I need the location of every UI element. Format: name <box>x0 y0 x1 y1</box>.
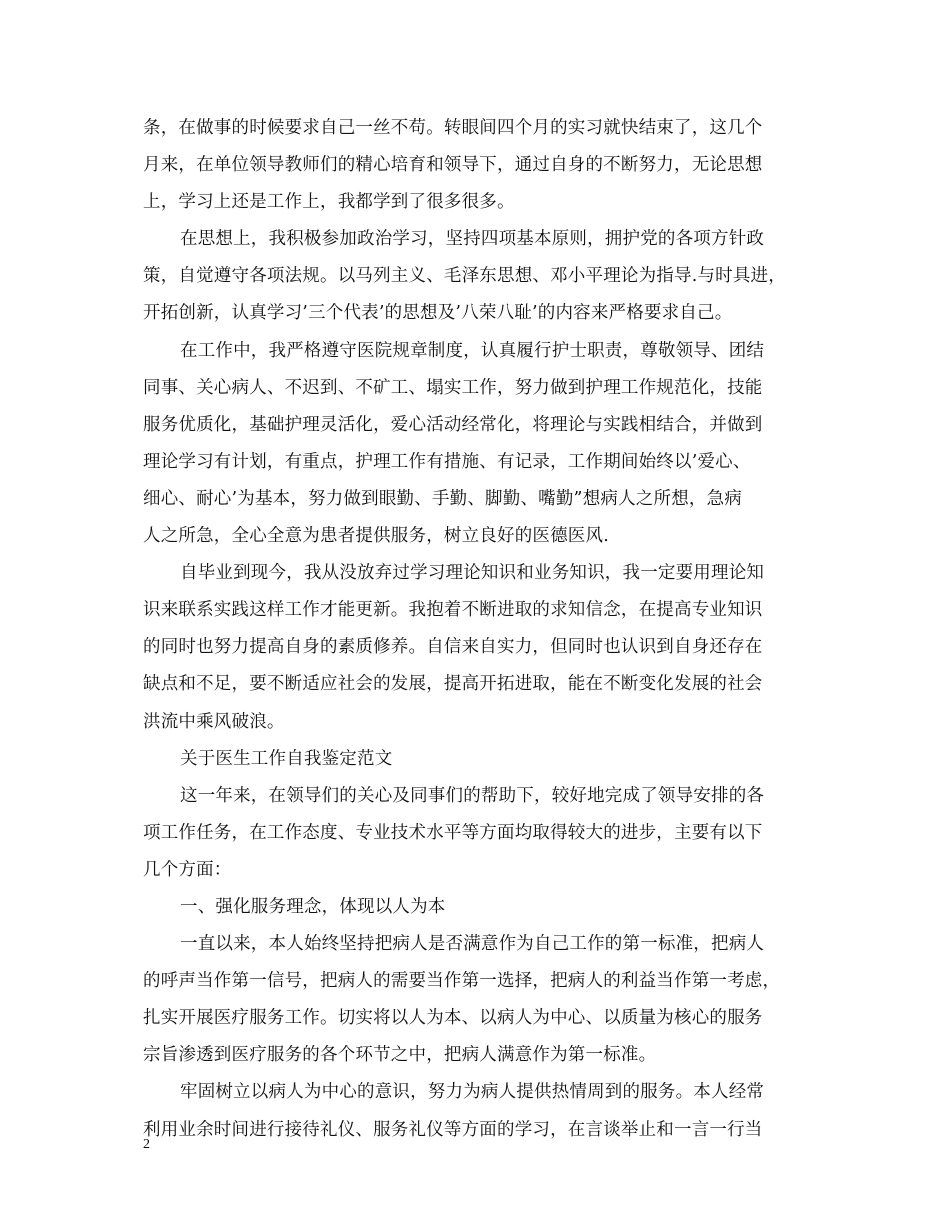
text-line: 的呼声当作第一信号，把病人的需要当作第一选择，把病人的利益当作第一考虑， <box>143 971 781 992</box>
section-title: 关于医生工作自我鉴定范文 <box>180 748 393 769</box>
text-line: 服务优质化，基础护理灵活化，爱心活动经常化，将理论与实践相结合，并做到 <box>143 414 763 435</box>
body-text <box>143 110 823 1149</box>
text-line: 上，学习上还是工作上，我都学到了很多很多。 <box>143 192 515 213</box>
paragraph-start-line: 在工作中，我严格遵守医院规章制度，认真履行护士职责，尊敬领导、团结 <box>180 340 765 361</box>
text-line: 利用业余时间进行接待礼仪、服务礼仪等方面的学习，在言谈举止和一言一行当 <box>143 1119 763 1140</box>
text-line: 洪流中乘风破浪。 <box>143 711 285 732</box>
text-line: 月来，在单位领导教师们的精心培育和领导下，通过自身的不断努力，无论思想 <box>143 155 763 176</box>
subsection-heading: 一、强化服务理念，体现以人为本 <box>180 896 446 917</box>
text-line: 识来联系实践这样工作才能更新。我抱着不断进取的求知信念，在提高专业知识 <box>143 600 763 621</box>
paragraph-start-line: 牢固树立以病人为中心的意识，努力为病人提供热情周到的服务。本人经常 <box>180 1082 765 1103</box>
text-line: 条，在做事的时候要求自己一丝不苟。转眼间四个月的实习就快结束了，这几个 <box>143 118 763 138</box>
text-line: 人之所急，全心全意为患者提供服务，树立良好的医德医风. <box>143 526 609 547</box>
text-line: 几个方面： <box>143 859 232 880</box>
paragraph-start-line: 在思想上，我积极参加政治学习，坚持四项基本原则，拥护党的各项方针政 <box>180 229 765 250</box>
text-line: 细心、耐心’为基本，努力做到眼勤、手勤、脚勤、嘴勤”想病人之所想，急病 <box>143 488 743 509</box>
paragraph-start-line: 这一年来，在领导们的关心及同事们的帮助下，较好地完成了领导安排的各 <box>180 785 765 806</box>
page-number: 2 <box>143 1137 150 1152</box>
text-line: 策，自觉遵守各项法规。以马列主义、毛泽东思想、邓小平理论为指导.与时具进， <box>143 266 786 287</box>
text-line: 理论学习有计划，有重点，护理工作有措施、有记录，工作期间始终以’爱心、 <box>143 451 751 472</box>
text-line: 项工作任务，在工作态度、专业技术水平等方面均取得较大的进步，主要有以下 <box>143 822 763 843</box>
text-line: 开拓创新，认真学习’三个代表’的思想及’八荣八耻’的内容来严格要求自己。 <box>143 303 733 324</box>
paragraph-start-line: 自毕业到现今，我从没放弃过学习理论知识和业务知识，我一定要用理论知 <box>180 563 765 584</box>
text-line: 扎实开展医疗服务工作。切实将以人为本、以病人为中心、以质量为核心的服务 <box>143 1008 763 1029</box>
text-line: 的同时也努力提高自身的素质修养。自信来自实力，但同时也认识到自身还存在 <box>143 637 763 658</box>
text-line: 缺点和不足，要不断适应社会的发展，提高开拓进取，能在不断变化发展的社会 <box>143 674 763 695</box>
paragraph-start-line: 一直以来，本人始终坚持把病人是否满意作为自己工作的第一标准，把病人 <box>180 934 765 955</box>
text-line: 同事、关心病人、不迟到、不矿工、塌实工作，努力做到护理工作规范化，技能 <box>143 377 763 398</box>
text-line: 宗旨渗透到医疗服务的各个环节之中，把病人满意作为第一标准。 <box>143 1045 657 1066</box>
